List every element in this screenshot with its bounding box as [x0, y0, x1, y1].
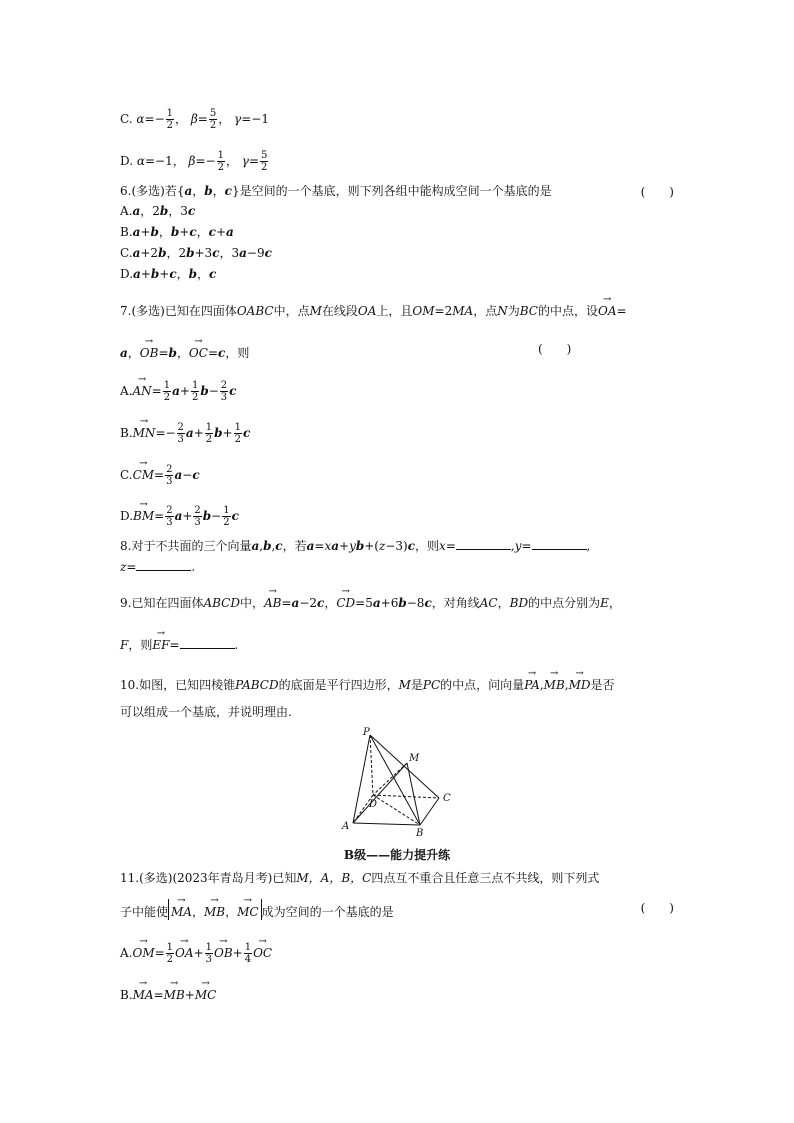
q7-option-d: D.→ BM= $\frac{2}{3}$ a+ $\frac{2}{3}$ b− $\frac{1}{2}$ c [120, 503, 239, 528]
segment-db [373, 795, 420, 825]
edge-ab [353, 823, 420, 825]
pyramid-figure [335, 723, 465, 838]
edge-dc [373, 795, 439, 798]
q11-stem-line2: 子中能使→ MA，→ MB，→ MC 成为空间的一个基底的是 [120, 899, 394, 920]
q7-stem-line2: a，→ OB=b，→ OC=c，则 [120, 340, 249, 361]
q6-option-b: B.a+b，b+c，c+a [120, 225, 234, 239]
q9-stem: 9.已知在四面体ABCD中，→ AB=a−2c，→ CD=5a+6b−8c，对角线AC，BD的中点分别为E， [120, 590, 621, 611]
edge-bc [420, 798, 439, 825]
q5-option-d: D. α=−1， β=− $\frac{1}{2}$ ， γ= $\frac{5}{2}$ [120, 150, 268, 173]
blank-ef[interactable] [180, 636, 235, 649]
q11-option-b: B.→ MA=→ MB+→ MC [120, 982, 216, 1003]
label-d: D [369, 799, 378, 810]
q6-option-c: C.a+2b，2b+3c，3a−9c [120, 246, 272, 260]
segment-mb [407, 763, 420, 825]
q6-option-a: A.a，2b，3c [120, 204, 196, 218]
q10-stem-line2: 可以组成一个基底，并说明理由. [120, 705, 292, 719]
edge-pb [370, 735, 420, 825]
q7-option-a: A.→ AN= $\frac{1}{2}$ a+ $\frac{1}{2}$ b− $\frac{2}{3}$ c [120, 378, 236, 403]
q7-option-c: C.→ CM= $\frac{2}{3}$ a−c [120, 462, 200, 487]
q6-stem: 6.(多选)若{a，b，c}是空间的一个基底，则下列各组中能构成空间一个基底的是 [120, 184, 552, 198]
q6-answer-paren: ( ) [640, 185, 674, 199]
label-a: A [342, 821, 350, 832]
blank-z[interactable] [136, 558, 191, 571]
q10-stem-line1: 10.如图，已知四棱锥PABCD的底面是平行四边形，M是PC的中点，问向量→ PA,→ MB,→ MD是否 [120, 672, 615, 693]
segment-ma [353, 763, 407, 823]
q8-stem-line2: z= . [120, 560, 196, 574]
q8-stem: 8.对于不共面的三个向量a,b,c，若a=xa+yb+(z−3)c，则x= ,y= , [120, 539, 591, 553]
edge-pa [353, 735, 370, 823]
section-heading: B级——能力提升练 [343, 848, 451, 862]
q7-answer-paren: ( ) [538, 342, 572, 356]
q9-stem-line2: F，则→ EF= . [120, 632, 238, 653]
blank-x[interactable] [456, 537, 511, 550]
q6-option-d: D.a+b+c，b，c [120, 267, 217, 281]
q11-answer-paren: ( ) [640, 901, 674, 915]
label-p: P [363, 727, 370, 738]
q7-stem-line1: 7.(多选)已知在四面体OABC中，点M在线段OA上，且OM=2MA，点N为BC的中点，设→ OA= [120, 298, 627, 319]
label-c: C [443, 793, 451, 804]
label-m: M [409, 753, 420, 764]
blank-y[interactable] [532, 537, 587, 550]
segment-md [373, 763, 407, 795]
q5-option-c: C. α=− $\frac{1}{2}$ ， β= $\frac{5}{2}$ ， γ=−1 [120, 108, 269, 131]
q11-stem-line1: 11.(多选)(2023年青岛月考)已知M，A，B，C四点互不重合且任意三点不共线，则下列式 [120, 871, 600, 885]
label-b: B [416, 828, 424, 838]
q11-option-a: A.→ OM= $\frac{1}{2}$ → OA+ $\frac{1}{3}$ → OB+ $\frac{1}{4}$ → OC [120, 940, 272, 965]
edge-pd [370, 735, 373, 795]
q7-option-b: B.→ MN=− $\frac{2}{3}$ a+ $\frac{1}{2}$ b+ $\frac{1}{2}$ c [120, 420, 250, 445]
